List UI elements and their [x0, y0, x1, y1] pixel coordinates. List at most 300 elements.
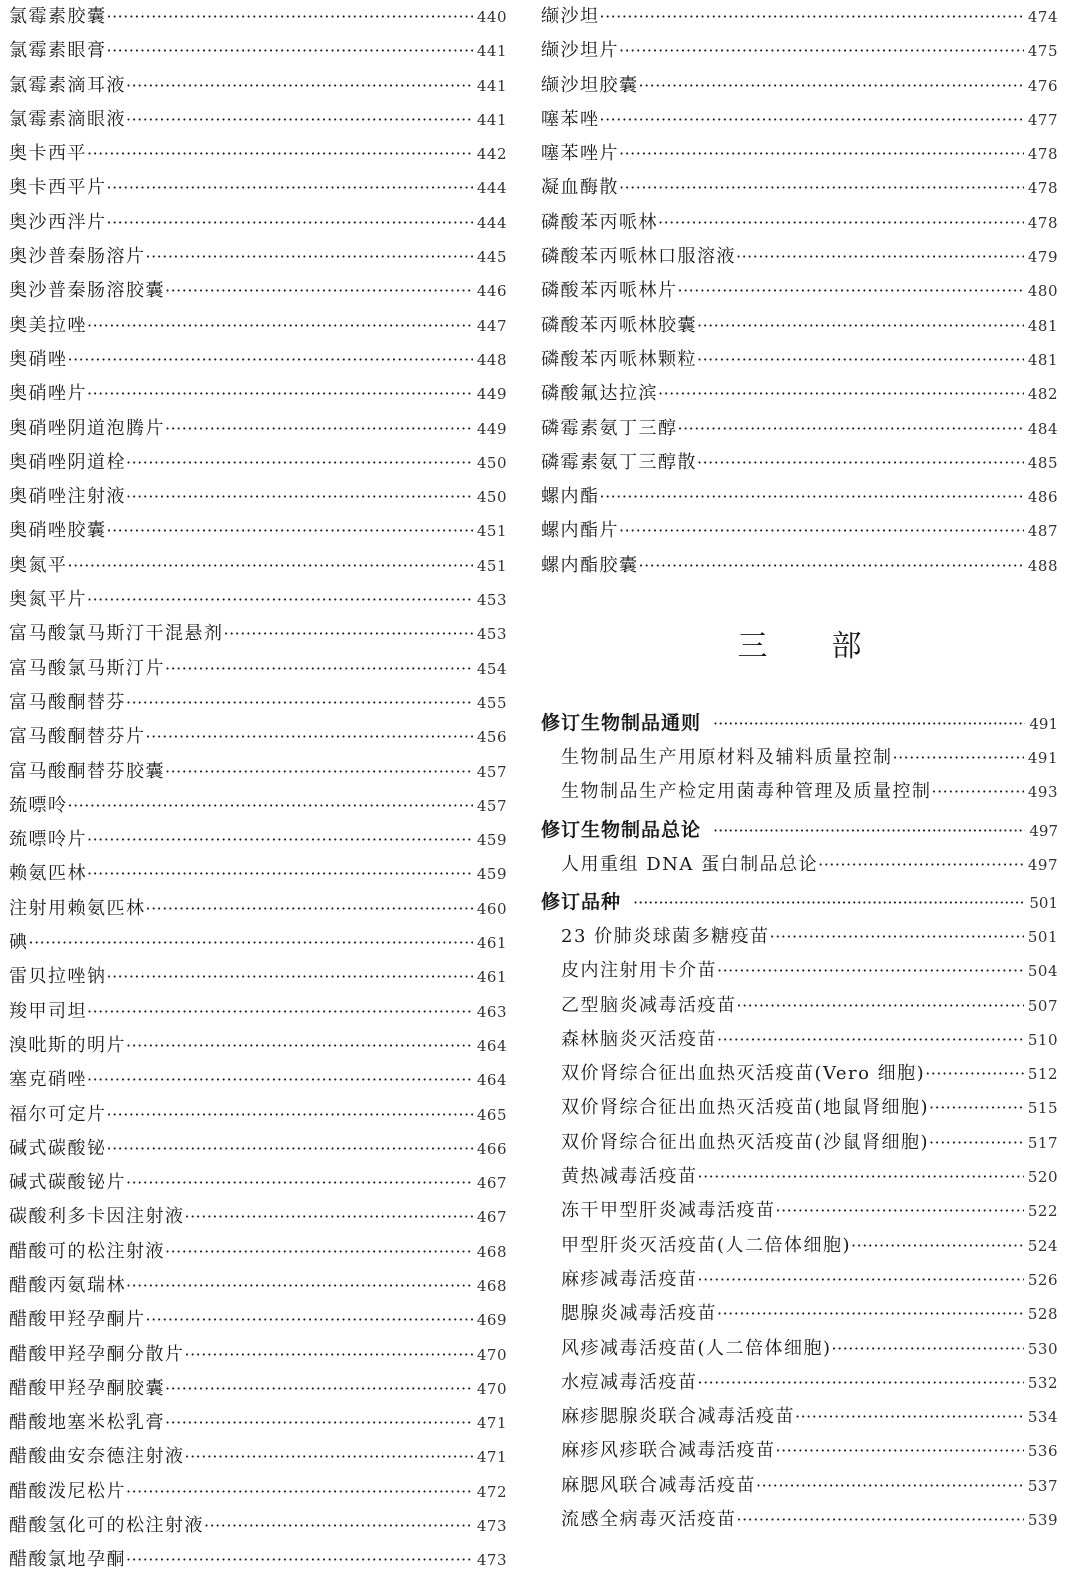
toc-entry-title: 水痘减毒活疫苗	[561, 1371, 698, 1393]
toc-page-number: 466	[476, 1139, 507, 1158]
toc-entry[interactable]	[9, 1166, 507, 1200]
dot-leader	[185, 1200, 473, 1234]
dot-leader	[107, 514, 473, 548]
toc-page-number: 450	[476, 453, 507, 472]
toc-page-number: 441	[476, 76, 507, 95]
toc-entry-title: 奥卡西平	[9, 143, 87, 165]
toc-page-number: 464	[476, 1071, 507, 1090]
toc-entry-title: 氯霉素眼膏	[9, 40, 107, 62]
toc-entry[interactable]	[9, 69, 507, 103]
dot-leader	[600, 0, 1024, 34]
dot-leader	[832, 1332, 1024, 1366]
toc-entry[interactable]	[9, 823, 507, 857]
toc-entry-title: 皮内注射用卡介苗	[561, 960, 717, 982]
toc-entry[interactable]	[9, 789, 507, 823]
section-heading[interactable]	[541, 812, 1058, 848]
section-heading-title: 修订生物制品通则	[541, 712, 702, 735]
toc-entry[interactable]	[541, 1366, 1058, 1400]
toc-entry-title: 人用重组 DNA 蛋白制品总论	[561, 853, 819, 875]
toc-page-number: 475	[1027, 42, 1058, 61]
toc-entry[interactable]	[9, 480, 507, 514]
toc-entry-title: 注射用赖氨匹林	[9, 897, 146, 919]
toc-page-number: 491	[1029, 715, 1058, 734]
left-column	[9, 0, 507, 1578]
toc-entry[interactable]	[9, 1235, 507, 1269]
dot-leader	[165, 1372, 473, 1406]
toc-entry-title: 腮腺炎减毒活疫苗	[561, 1303, 717, 1325]
dot-leader	[698, 1160, 1024, 1194]
toc-entry[interactable]	[541, 171, 1058, 205]
toc-entry[interactable]	[541, 412, 1058, 446]
toc-entry-title: 奥硝唑阴道泡腾片	[9, 417, 165, 439]
toc-page-number: 459	[476, 865, 507, 884]
toc-entry[interactable]	[9, 137, 507, 171]
toc-entry[interactable]	[541, 206, 1058, 240]
toc-entry-title: 氯霉素滴眼液	[9, 108, 126, 130]
section-heading[interactable]	[541, 884, 1058, 920]
toc-entry[interactable]	[9, 343, 507, 377]
dot-leader	[658, 206, 1024, 240]
toc-page-number: 464	[476, 1036, 507, 1055]
toc-entry[interactable]	[9, 1029, 507, 1063]
toc-entry[interactable]	[541, 1434, 1058, 1468]
dot-leader	[107, 960, 473, 994]
toc-entry[interactable]	[541, 1503, 1058, 1537]
dot-leader	[107, 0, 473, 34]
dot-leader	[639, 549, 1024, 583]
toc-entry-title: 溴吡斯的明片	[9, 1034, 126, 1056]
toc-entry[interactable]	[541, 240, 1058, 274]
toc-page-number: 532	[1027, 1373, 1058, 1392]
toc-entry[interactable]	[9, 960, 507, 994]
toc-page-number: 493	[1027, 783, 1058, 802]
toc-page-number: 450	[476, 488, 507, 507]
toc-entry[interactable]	[541, 775, 1058, 809]
toc-entry[interactable]	[541, 1160, 1058, 1194]
toc-entry-title: 奥美拉唑	[9, 314, 87, 336]
dot-leader	[87, 823, 473, 857]
dot-leader	[770, 920, 1024, 954]
toc-entry[interactable]	[9, 206, 507, 240]
toc-entry[interactable]	[541, 954, 1058, 988]
toc-entry[interactable]	[9, 755, 507, 789]
toc-entry-title: 森林脑炎灭活疫苗	[561, 1028, 717, 1050]
toc-entry[interactable]	[541, 920, 1058, 954]
toc-entry[interactable]	[9, 1475, 507, 1509]
toc-page-number: 488	[1027, 556, 1058, 575]
dot-leader	[126, 103, 473, 137]
toc-page-number: 539	[1027, 1510, 1058, 1529]
dot-leader	[126, 1269, 473, 1303]
part-three-contents	[541, 705, 1058, 1537]
dot-leader	[776, 1194, 1024, 1228]
toc-page-number: 482	[1027, 385, 1058, 404]
dot-leader	[929, 1126, 1024, 1160]
toc-entry[interactable]	[541, 1297, 1058, 1331]
toc-entry-title: 奥硝唑注射液	[9, 486, 126, 508]
toc-entry[interactable]	[9, 0, 507, 34]
toc-page-number: 480	[1027, 282, 1058, 301]
dot-leader	[146, 720, 473, 754]
toc-page-number: 517	[1027, 1133, 1058, 1152]
toc-page-number: 478	[1027, 145, 1058, 164]
dot-leader	[795, 1400, 1024, 1434]
dot-leader	[600, 480, 1024, 514]
dot-leader	[87, 137, 473, 171]
toc-entry-title: 磷霉素氨丁三醇散	[541, 451, 697, 473]
toc-entry[interactable]	[9, 1543, 507, 1577]
toc-entry[interactable]	[541, 309, 1058, 343]
toc-entry-title: 螺内酯	[541, 486, 600, 508]
toc-entry[interactable]	[541, 377, 1058, 411]
toc-entry-title: 醋酸甲羟孕酮分散片	[9, 1343, 185, 1365]
toc-entry-title: 醋酸甲羟孕酮片	[9, 1309, 146, 1331]
toc-page-number: 461	[476, 968, 507, 987]
toc-entry[interactable]	[541, 741, 1058, 775]
toc-entry-title: 磷霉素氨丁三醇	[541, 417, 678, 439]
dot-leader	[736, 240, 1024, 274]
toc-page-number: 459	[476, 831, 507, 850]
toc-entry[interactable]	[9, 926, 507, 960]
toc-page-number: 526	[1027, 1270, 1058, 1289]
toc-page-number: 448	[476, 350, 507, 369]
toc-entry-title: 塞克硝唑	[9, 1069, 87, 1091]
dot-leader	[717, 954, 1024, 988]
toc-entry[interactable]	[9, 1200, 507, 1234]
toc-page-number: 501	[1027, 927, 1058, 946]
toc-entry-title: 奥沙普秦肠溶胶囊	[9, 280, 165, 302]
dot-leader	[697, 343, 1024, 377]
toc-entry-title: 黄热减毒活疫苗	[561, 1166, 698, 1188]
toc-page-number: 471	[476, 1448, 507, 1467]
toc-entry[interactable]	[541, 1194, 1058, 1228]
toc-entry[interactable]	[9, 1063, 507, 1097]
dot-leader	[87, 309, 473, 343]
toc-page-number: 457	[476, 796, 507, 815]
toc-page-number: 469	[476, 1311, 507, 1330]
toc-entry[interactable]	[9, 857, 507, 891]
toc-page-number: 454	[476, 659, 507, 678]
toc-entry-title: 富马酸酮替芬	[9, 691, 126, 713]
toc-entry-title: 奥硝唑	[9, 348, 68, 370]
toc-page-number: 453	[476, 625, 507, 644]
toc-page-number: 444	[476, 179, 507, 198]
toc-entry-title: 碱式碳酸铋	[9, 1137, 107, 1159]
toc-entry[interactable]	[541, 848, 1058, 882]
toc-entry-title: 麻腮风联合减毒活疫苗	[561, 1474, 756, 1496]
toc-entry-title: 奥沙普秦肠溶片	[9, 246, 146, 268]
toc-entry[interactable]	[9, 1406, 507, 1440]
dot-leader	[619, 137, 1024, 171]
toc-entry[interactable]	[9, 1303, 507, 1337]
toc-entry[interactable]	[541, 69, 1058, 103]
toc-page-number: 457	[476, 762, 507, 781]
toc-entry[interactable]	[9, 446, 507, 480]
toc-entry-title: 碘	[9, 932, 29, 954]
toc-page-number: 528	[1027, 1305, 1058, 1324]
toc-page-number: 472	[476, 1482, 507, 1501]
dot-leader	[619, 514, 1024, 548]
toc-entry[interactable]	[9, 514, 507, 548]
dot-leader	[639, 69, 1024, 103]
dot-leader	[107, 171, 473, 205]
dot-leader	[126, 1475, 473, 1509]
dot-leader	[146, 240, 473, 274]
dot-leader	[697, 309, 1024, 343]
toc-entry-title: 醋酸甲羟孕酮胶囊	[9, 1377, 165, 1399]
toc-page-number: 441	[476, 42, 507, 61]
toc-page-number: 497	[1027, 855, 1058, 874]
toc-entry-title: 福尔可定片	[9, 1103, 107, 1125]
dot-leader	[165, 1406, 473, 1440]
toc-page-number: 507	[1027, 996, 1058, 1015]
toc-page-number: 463	[476, 1002, 507, 1021]
dot-leader	[932, 775, 1024, 809]
toc-entry-title: 缬沙坦胶囊	[541, 74, 639, 96]
toc-entry[interactable]	[9, 103, 507, 137]
toc-entry-title: 赖氨匹林	[9, 863, 87, 885]
toc-entry[interactable]	[9, 686, 507, 720]
toc-entry[interactable]	[9, 1509, 507, 1543]
toc-entry-title: 富马酸酮替芬胶囊	[9, 760, 165, 782]
toc-entry-title: 醋酸可的松注射液	[9, 1240, 165, 1262]
toc-entry-title: 奥卡西平片	[9, 177, 107, 199]
toc-entry[interactable]	[541, 103, 1058, 137]
toc-entry[interactable]	[9, 583, 507, 617]
dot-leader	[165, 1235, 473, 1269]
toc-page-number: 497	[1029, 821, 1058, 840]
toc-entry[interactable]	[541, 446, 1058, 480]
toc-entry-title: 螺内酯片	[541, 520, 619, 542]
toc-entry-title: 奥硝唑阴道栓	[9, 451, 126, 473]
toc-entry-title: 巯嘌呤片	[9, 829, 87, 851]
toc-page-number: 467	[476, 1174, 507, 1193]
dot-leader	[126, 1029, 473, 1063]
toc-entry[interactable]	[9, 1098, 507, 1132]
toc-entry-title: 麻疹腮腺炎联合减毒活疫苗	[561, 1406, 795, 1428]
toc-page-number: 473	[476, 1551, 507, 1570]
toc-entry[interactable]	[9, 171, 507, 205]
dot-leader	[146, 1303, 473, 1337]
dot-leader	[87, 995, 473, 1029]
dot-leader	[851, 1229, 1024, 1263]
toc-entry[interactable]	[541, 1057, 1058, 1091]
toc-entry-title: 双价肾综合征出血热灭活疫苗(地鼠肾细胞)	[561, 1097, 930, 1119]
dot-leader	[713, 813, 1025, 848]
toc-entry-title: 甲型肝炎灭活疫苗(人二倍体细胞)	[561, 1234, 852, 1256]
dot-leader	[165, 652, 473, 686]
toc-entry[interactable]	[9, 240, 507, 274]
dot-leader	[697, 446, 1024, 480]
toc-entry[interactable]	[9, 720, 507, 754]
toc-entry-title: 奥氮平片	[9, 589, 87, 611]
toc-page-number: 470	[476, 1345, 507, 1364]
dot-leader	[619, 171, 1024, 205]
toc-entry-title: 磷酸苯丙哌林	[541, 211, 658, 233]
toc-entry-title: 双价肾综合征出血热灭活疫苗(沙鼠肾细胞)	[561, 1131, 930, 1153]
toc-page-number: 487	[1027, 522, 1058, 541]
toc-page-number: 470	[476, 1379, 507, 1398]
dot-leader	[185, 1338, 473, 1372]
toc-page-number: 481	[1027, 316, 1058, 335]
toc-entry[interactable]	[9, 377, 507, 411]
dot-leader	[68, 789, 473, 823]
toc-page-number: 468	[476, 1276, 507, 1295]
toc-page-number: 486	[1027, 488, 1058, 507]
toc-entry[interactable]	[541, 1469, 1058, 1503]
dot-leader	[107, 1098, 473, 1132]
toc-page-number: 510	[1027, 1030, 1058, 1049]
dot-leader	[678, 412, 1024, 446]
dot-leader	[717, 1023, 1024, 1057]
toc-entry-title: 醋酸丙氨瑞林	[9, 1274, 126, 1296]
dot-leader	[107, 34, 473, 68]
toc-page-number: 447	[476, 316, 507, 335]
toc-entry-title: 醋酸地塞米松乳膏	[9, 1412, 165, 1434]
dot-leader	[619, 34, 1024, 68]
toc-entry[interactable]	[541, 480, 1058, 514]
toc-page-number: 468	[476, 1242, 507, 1261]
dot-leader	[717, 1297, 1024, 1331]
toc-page-number: 536	[1027, 1442, 1058, 1461]
toc-page-number: 504	[1027, 962, 1058, 981]
toc-entry[interactable]	[541, 1263, 1058, 1297]
toc-entry[interactable]	[541, 34, 1058, 68]
toc-entry[interactable]	[9, 617, 507, 651]
toc-entry-title: 巯嘌呤	[9, 794, 68, 816]
toc-entry[interactable]	[541, 137, 1058, 171]
dot-leader	[68, 343, 473, 377]
toc-entry-title: 凝血酶散	[541, 177, 619, 199]
toc-entry-title: 富马酸酮替芬片	[9, 726, 146, 748]
toc-entry[interactable]	[9, 1269, 507, 1303]
dot-leader	[165, 412, 473, 446]
toc-page-number: 442	[476, 145, 507, 164]
toc-entry[interactable]	[9, 1338, 507, 1372]
dot-leader	[126, 1543, 473, 1577]
toc-entry[interactable]	[541, 1332, 1058, 1366]
toc-page-number: 484	[1027, 419, 1058, 438]
toc-entry[interactable]	[9, 34, 507, 68]
toc-entry-title: 醋酸氢化可的松注射液	[9, 1515, 204, 1537]
toc-entry[interactable]	[541, 514, 1058, 548]
toc-entry-title: 羧甲司坦	[9, 1000, 87, 1022]
toc-entry[interactable]	[9, 995, 507, 1029]
toc-entry[interactable]	[9, 1440, 507, 1474]
toc-page-number: 478	[1027, 213, 1058, 232]
dot-leader	[87, 857, 473, 891]
toc-entry-title: 醋酸曲安奈德注射液	[9, 1446, 185, 1468]
toc-entry[interactable]	[541, 1229, 1058, 1263]
toc-entry-title: 流感全病毒灭活疫苗	[561, 1508, 737, 1530]
toc-entry-title: 麻疹风疹联合减毒活疫苗	[561, 1440, 776, 1462]
toc-page-number: 479	[1027, 248, 1058, 267]
toc-page-number: 444	[476, 213, 507, 232]
toc-entry-title: 碳酸利多卡因注射液	[9, 1206, 185, 1228]
toc-page-number: 491	[1027, 749, 1058, 768]
toc-entry-title: 风疹减毒活疫苗(人二倍体细胞)	[561, 1337, 832, 1359]
dot-leader	[633, 885, 1025, 920]
toc-page-number: 476	[1027, 76, 1058, 95]
toc-entry[interactable]	[9, 549, 507, 583]
right-column	[541, 0, 1058, 1537]
dot-leader	[224, 617, 473, 651]
toc-page-number: 440	[476, 8, 507, 26]
toc-page-number: 534	[1027, 1408, 1058, 1427]
toc-entry-title: 氯霉素胶囊	[9, 6, 107, 27]
toc-entry-title: 麻疹减毒活疫苗	[561, 1268, 698, 1290]
toc-entry[interactable]	[541, 1400, 1058, 1434]
dot-leader	[756, 1469, 1024, 1503]
dot-leader	[600, 103, 1024, 137]
dot-leader	[713, 706, 1025, 741]
toc-entry-title: 碱式碳酸铋片	[9, 1172, 126, 1194]
dot-leader	[925, 1057, 1024, 1091]
dot-leader	[204, 1509, 473, 1543]
toc-entry[interactable]	[9, 892, 507, 926]
toc-entry[interactable]	[9, 1372, 507, 1406]
toc-entry-title: 磷酸苯丙哌林胶囊	[541, 314, 697, 336]
toc-entry-title: 奥硝唑片	[9, 383, 87, 405]
toc-entry-title: 醋酸氯地孕酮	[9, 1549, 126, 1571]
dot-leader	[29, 926, 473, 960]
dot-leader	[165, 755, 473, 789]
toc-entry-title: 磷酸苯丙哌林口服溶液	[541, 246, 736, 268]
toc-page-number: 471	[476, 1414, 507, 1433]
toc-entry[interactable]	[541, 0, 1058, 34]
toc-entry[interactable]	[9, 412, 507, 446]
toc-entry-title: 磷酸苯丙哌林颗粒	[541, 348, 697, 370]
toc-page-number: 453	[476, 591, 507, 610]
dot-leader	[126, 686, 473, 720]
toc-entry[interactable]	[541, 343, 1058, 377]
toc-page-number: 512	[1027, 1065, 1058, 1084]
toc-entry[interactable]	[9, 274, 507, 308]
toc-page-number: 501	[1029, 893, 1058, 912]
dot-leader	[107, 206, 473, 240]
toc-entry[interactable]	[541, 1091, 1058, 1125]
toc-entry[interactable]	[541, 549, 1058, 583]
toc-entry-title: 醋酸泼尼松片	[9, 1480, 126, 1502]
dot-leader	[165, 274, 473, 308]
section-heading[interactable]	[541, 705, 1058, 741]
dot-leader	[87, 583, 473, 617]
toc-page-number: 461	[476, 934, 507, 953]
section-heading-title: 修订生物制品总论	[541, 818, 702, 841]
toc-entry[interactable]	[541, 1126, 1058, 1160]
toc-entry[interactable]	[9, 309, 507, 343]
toc-page-number: 474	[1027, 8, 1058, 26]
toc-entry-title: 23 价肺炎球菌多糖疫苗	[561, 925, 770, 947]
toc-page-number: 481	[1027, 350, 1058, 369]
toc-page-number: 473	[476, 1517, 507, 1536]
toc-entry[interactable]	[9, 1132, 507, 1166]
dot-leader	[818, 848, 1024, 882]
toc-entry[interactable]	[541, 989, 1058, 1023]
toc-entry[interactable]	[541, 274, 1058, 308]
toc-entry[interactable]	[541, 1023, 1058, 1057]
dot-leader	[658, 377, 1024, 411]
toc-entry-title: 生物制品生产用原材料及辅料质量控制	[561, 747, 893, 769]
toc-page-number: 522	[1027, 1202, 1058, 1221]
dot-leader	[68, 549, 473, 583]
toc-entry[interactable]	[9, 652, 507, 686]
right-column-entries	[541, 0, 1058, 583]
section-heading-title: 修订品种	[541, 890, 622, 913]
toc-page-number: 485	[1027, 453, 1058, 472]
toc-entry-title: 噻苯唑	[541, 108, 600, 130]
toc-entry-title: 富马酸氯马斯汀干混悬剂	[9, 623, 224, 645]
